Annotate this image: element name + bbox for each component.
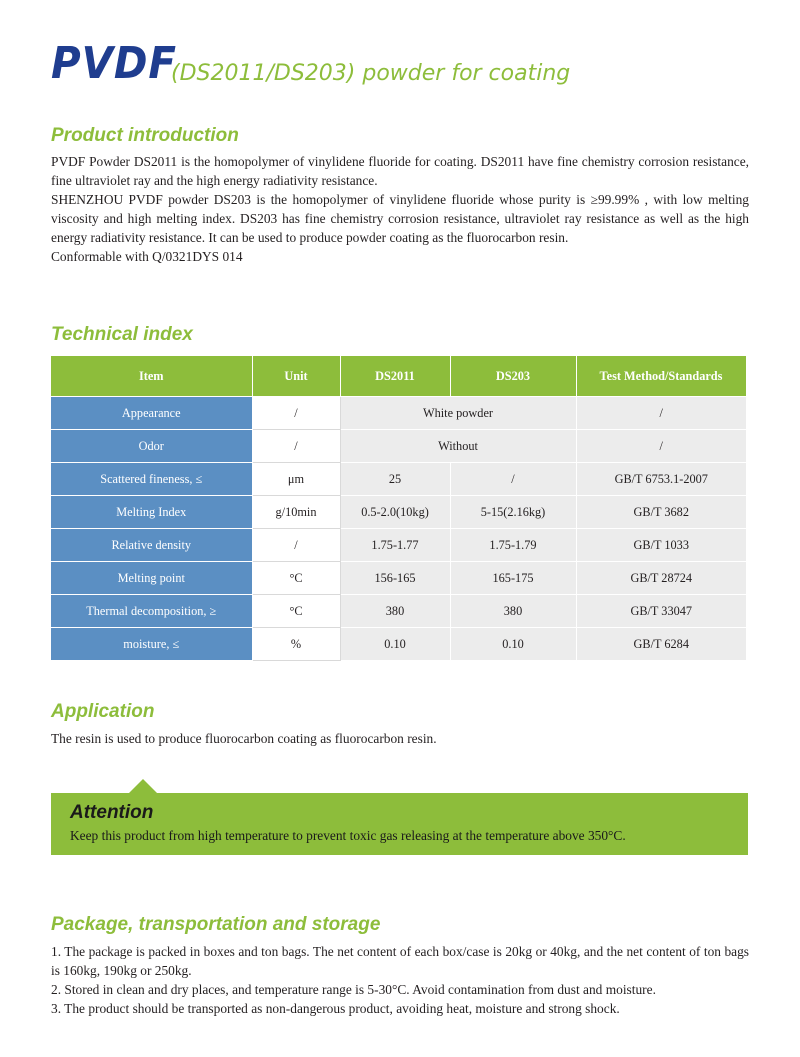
section-title-application: Application (51, 701, 155, 722)
table-row (51, 529, 746, 562)
row-item-cell: moisture, ≤ (51, 628, 252, 661)
brand-title: PVDF (51, 38, 177, 89)
table-row (51, 595, 746, 628)
row-method-cell: / (576, 430, 746, 463)
row-ds203-cell: 165-175 (450, 562, 576, 595)
row-unit-cell: g/10min (252, 496, 340, 529)
row-ds2011-cell: 380 (340, 595, 450, 628)
row-unit-cell: / (252, 529, 340, 562)
introduction-body (51, 152, 749, 266)
row-method-cell: GB/T 33047 (576, 595, 746, 628)
row-unit-cell: μm (252, 463, 340, 496)
row-item-cell: Melting Index (51, 496, 252, 529)
row-method-cell: GB/T 1033 (576, 529, 746, 562)
attention-box (51, 793, 748, 855)
row-item-cell: Odor (51, 430, 252, 463)
row-unit-cell: / (252, 430, 340, 463)
row-ds2011-cell: 0.10 (340, 628, 450, 661)
row-unit-cell: % (252, 628, 340, 661)
attention-pointer (129, 779, 157, 793)
package-item: 3. The product should be transported as non-dangerous product, avoiding heat, moisture and strong shock. (51, 1001, 620, 1016)
row-ds203-cell: 5-15(2.16kg) (450, 496, 576, 529)
application-body (51, 729, 749, 748)
row-ds2011-cell: 156-165 (340, 562, 450, 595)
row-ds203-cell: 380 (450, 595, 576, 628)
section-title-introduction: Product introduction (51, 125, 239, 146)
intro-paragraph: SHENZHOU PVDF powder DS203 is the homopolymer of vinylidene fluoride whose purity is ≥99.99% , with low melting viscosity and high melting index. DS203 has fine chemistry corrosion resistance, ultraviolet ray resistance as well as the high energy radiativity resistance. It can be used to produce powder coating as the fluorocarbon resin. (51, 192, 749, 245)
row-item-cell: Relative density (51, 529, 252, 562)
row-unit-cell: / (252, 397, 340, 430)
table-row (51, 562, 746, 595)
row-ds203-cell: 0.10 (450, 628, 576, 661)
row-item-cell: Melting point (51, 562, 252, 595)
table-row (51, 628, 746, 661)
row-item-cell: Thermal decomposition, ≥ (51, 595, 252, 628)
table-row (51, 463, 746, 496)
section-title-package: Package, transportation and storage (51, 914, 381, 935)
intro-paragraph: Conformable with Q/0321DYS 014 (51, 249, 243, 264)
table-row (51, 496, 746, 529)
row-method-cell: GB/T 3682 (576, 496, 746, 529)
technical-index-table (51, 356, 747, 661)
package-item: 2. Stored in clean and dry places, and temperature range is 5-30°C. Avoid contamination from dust and moisture. (51, 982, 656, 997)
column-header-ds203: DS203 (450, 356, 576, 397)
table-header-row (51, 356, 746, 397)
attention-title: Attention (70, 802, 154, 823)
row-method-cell: / (576, 397, 746, 430)
row-method-cell: GB/T 6753.1-2007 (576, 463, 746, 496)
row-ds2011-cell: 1.75-1.77 (340, 529, 450, 562)
row-method-cell: GB/T 28724 (576, 562, 746, 595)
row-item-cell: Appearance (51, 397, 252, 430)
row-unit-cell: °C (252, 595, 340, 628)
column-header-unit: Unit (252, 356, 340, 397)
row-method-cell: GB/T 6284 (576, 628, 746, 661)
intro-paragraph: PVDF Powder DS2011 is the homopolymer of vinylidene fluoride for coating. DS2011 have fine chemistry corrosion resistance, fine ultraviolet ray and the high energy radiativity resistance. (51, 154, 749, 188)
row-ds203-cell: / (450, 463, 576, 496)
brand-subtitle: (DS2011/DS203) powder for coating (171, 61, 571, 86)
application-text: The resin is used to produce fluorocarbon coating as fluorocarbon resin. (51, 731, 437, 746)
column-header-item: Item (51, 356, 252, 397)
row-merged-value-cell: White powder (340, 397, 576, 430)
row-ds2011-cell: 25 (340, 463, 450, 496)
package-item: 1. The package is packed in boxes and ton bags. The net content of each box/case is 20kg or 40kg, and the net content of ton bags is 160kg, 190kg or 250kg. (51, 944, 749, 978)
table-row (51, 430, 746, 463)
page-header (51, 38, 571, 89)
table-row (51, 397, 746, 430)
attention-text: Keep this product from high temperature to prevent toxic gas releasing at the temperature above 350°C. (70, 828, 626, 843)
column-header-ds2011: DS2011 (340, 356, 450, 397)
row-unit-cell: °C (252, 562, 340, 595)
row-ds203-cell: 1.75-1.79 (450, 529, 576, 562)
package-body (51, 942, 749, 1018)
column-header-method: Test Method/Standards (576, 356, 746, 397)
row-merged-value-cell: Without (340, 430, 576, 463)
row-ds2011-cell: 0.5-2.0(10kg) (340, 496, 450, 529)
row-item-cell: Scattered fineness, ≤ (51, 463, 252, 496)
section-title-technical: Technical index (51, 324, 193, 345)
